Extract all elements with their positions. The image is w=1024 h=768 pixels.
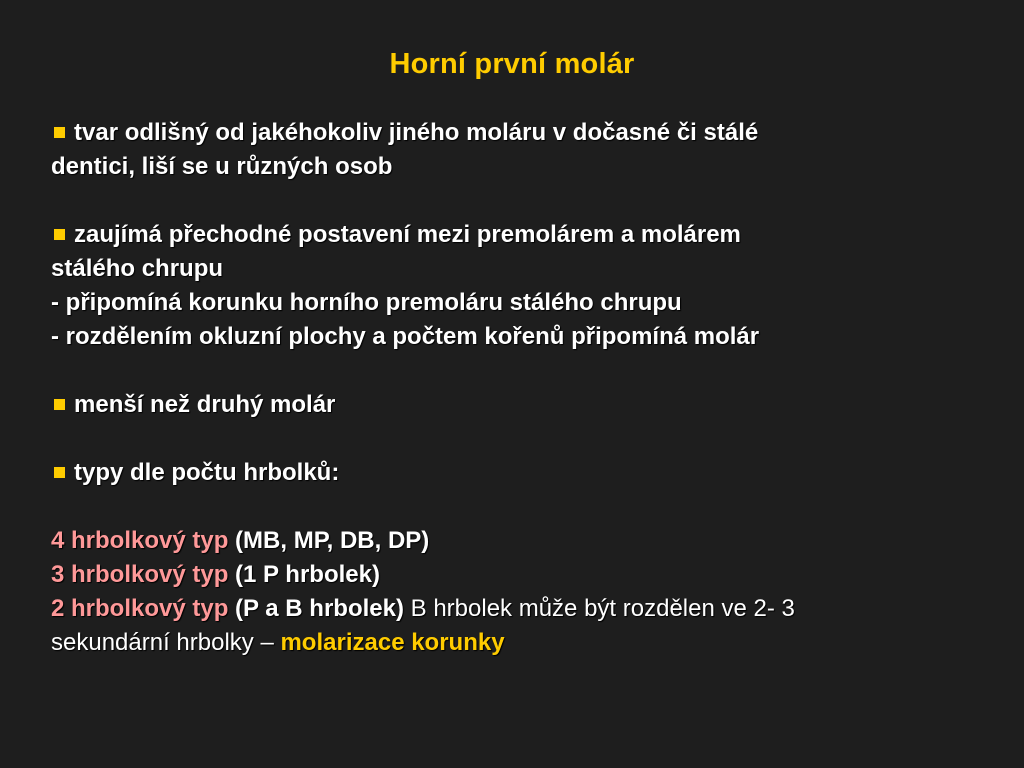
- bullet-item-3: [51, 388, 986, 422]
- type-note: B hrbolek může být rozdělen ve 2- 3: [410, 595, 795, 622]
- square-bullet-icon: [54, 127, 65, 138]
- type-note-continued: sekundární hrbolky –: [51, 629, 274, 656]
- spacer: [51, 184, 986, 218]
- square-bullet-icon: [54, 229, 65, 240]
- type-detail: (1 P hrbolek): [235, 561, 380, 588]
- bullet-item-4: [51, 456, 986, 490]
- type-detail: (MB, MP, DB, DP): [235, 527, 430, 554]
- molarization-emphasis: molarizace korunky: [280, 629, 505, 656]
- type-row-3-cusp: [51, 558, 986, 592]
- square-bullet-icon: [54, 467, 65, 478]
- type-row-2-cusp: [51, 592, 986, 626]
- bullet-2-line-3: - připomíná korunku horního premoláru stálého chrupu: [51, 289, 682, 316]
- type-label: 3 hrbolkový typ: [51, 561, 229, 588]
- bullet-1-line-1: tvar odlišný od jakéhokoliv jiného moláru v dočasné či stálé: [74, 119, 759, 146]
- bullet-2-line-4: - rozdělením okluzní plochy a počtem kořenů připomíná molár: [51, 323, 760, 350]
- type-label: 4 hrbolkový typ: [51, 527, 229, 554]
- slide-title: Horní první molár: [389, 48, 635, 80]
- slide-body: [51, 116, 986, 660]
- bullet-2-line-1: zaujímá přechodné postavení mezi premolárem a molárem: [74, 221, 741, 248]
- square-bullet-icon: [54, 399, 65, 410]
- bullet-1-line-2: dentici, liší se u různých osob: [51, 153, 393, 180]
- spacer: [51, 490, 986, 524]
- spacer: [51, 354, 986, 388]
- spacer: [51, 422, 986, 456]
- bullet-2-line-2: stálého chrupu: [51, 255, 224, 282]
- bullet-item-2: [51, 218, 986, 252]
- bullet-4-line-1: typy dle počtu hrbolků:: [74, 459, 340, 486]
- type-detail: (P a B hrbolek): [235, 595, 404, 622]
- type-label: 2 hrbolkový typ: [51, 595, 229, 622]
- type-row-2-cusp-continued: [51, 626, 986, 660]
- bullet-item-1: [51, 116, 986, 150]
- bullet-3-line-1: menší než druhý molár: [74, 391, 336, 418]
- type-row-4-cusp: [51, 524, 986, 558]
